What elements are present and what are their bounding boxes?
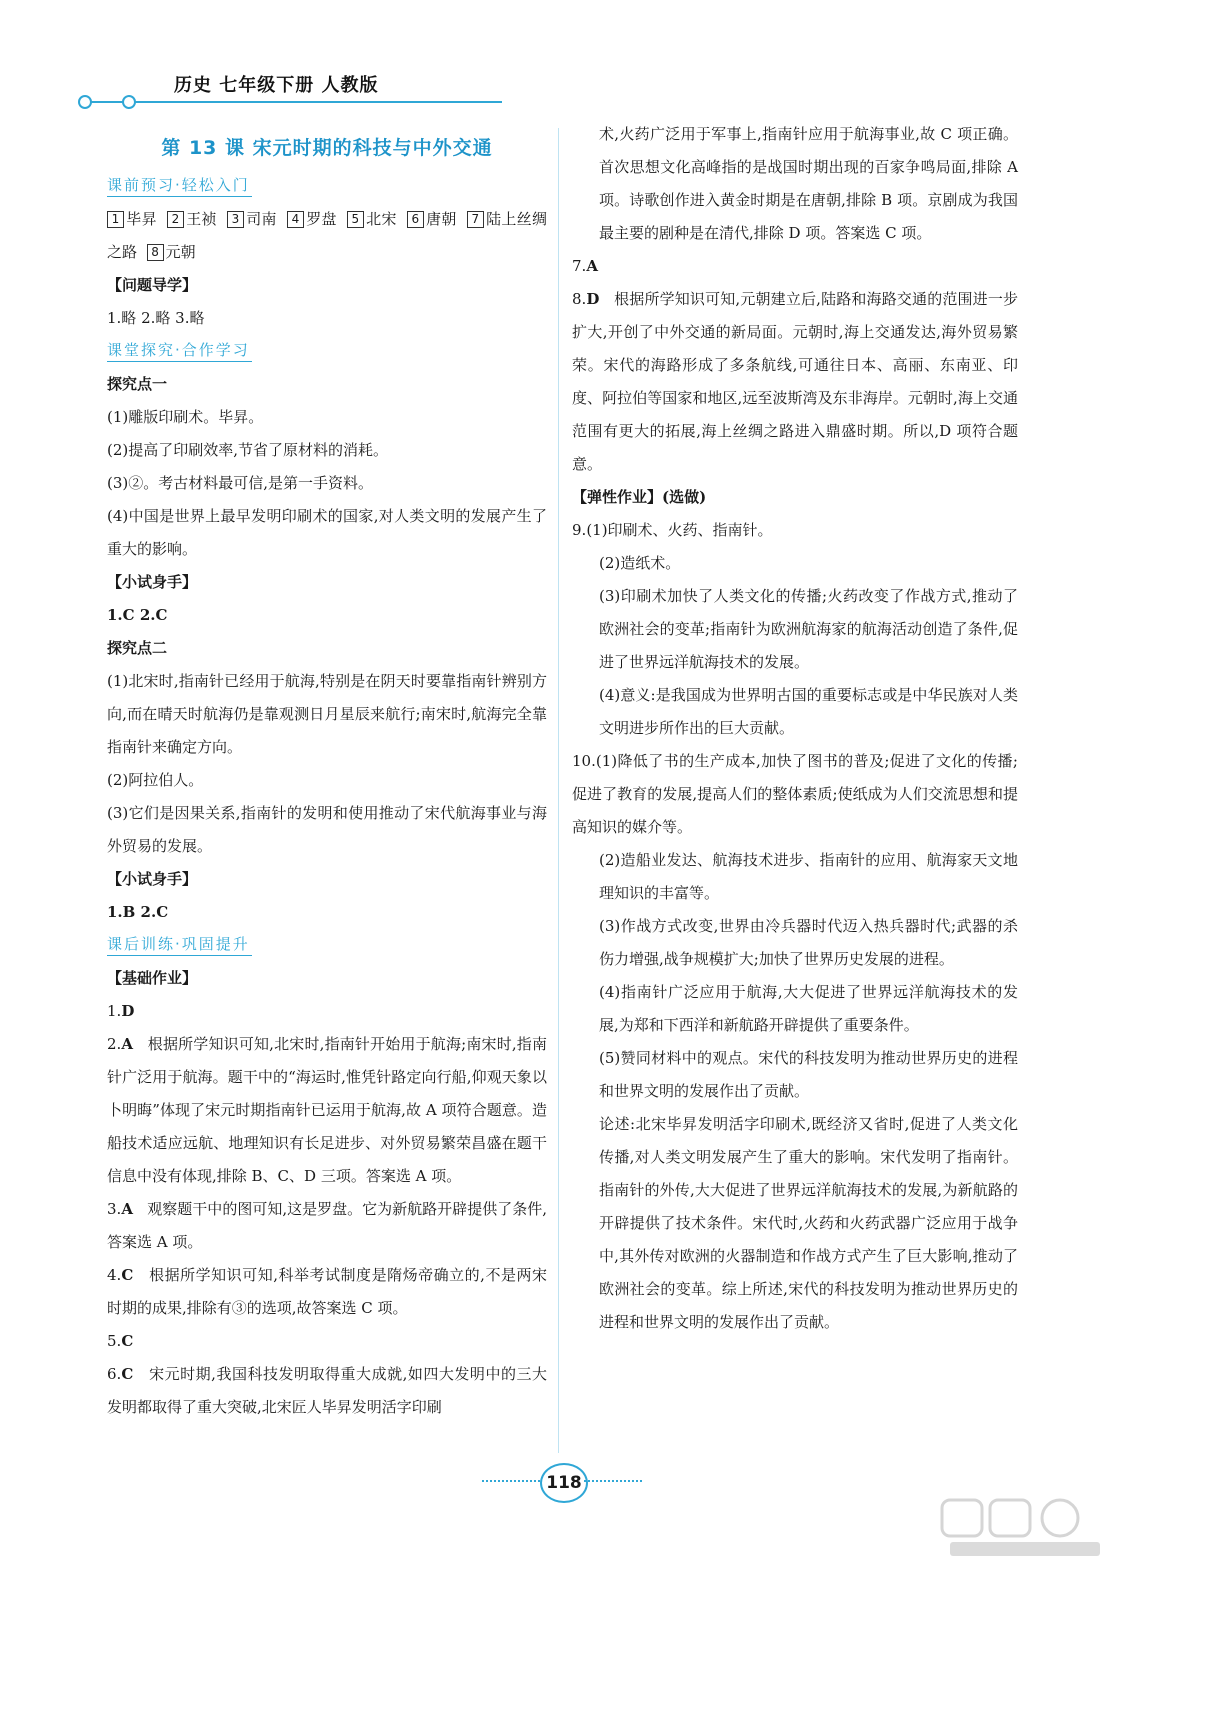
basic-answer-5: 5.C	[107, 1332, 134, 1350]
basic-answer-8: 8.D 根据所学知识可知,元朝建立后,陆路和海路交通的范围进一步扩大,开创了中外交通的新局面。元朝时,海上交通发达,海外贸易繁荣。宋代的海路形成了多条航线,可通往日本、高丽、东南亚、印度、阿拉伯等国家和地区,远至波斯湾及东非海岸。元朝时,海上交通范围有更大的拓展,海上丝绸之路进入鼎盛时期。所以,D 项符合题意。	[572, 290, 1018, 473]
try1-label: 【小试身手】	[107, 573, 198, 591]
q10-item: 10.(1)降低了书的生产成本,加快了图书的普及;促进了文化的传播;促进了教育的发展,提高人们的整体素质;使纸成为人们交流思想和提高知识的媒介等。	[572, 752, 1018, 836]
q10-item: (3)作战方式改变,世界由冷兵器时代迈入热兵器时代;武器的杀伤力增强,战争规模扩大;加快了世界历史发展的进程。	[599, 917, 1018, 968]
explore1-item: (3)②。考古材料最可信,是第一手资料。	[107, 474, 374, 492]
page-number: 118	[540, 1463, 588, 1503]
basic-answer-1: 1.D	[107, 1002, 135, 1020]
right-column	[572, 118, 1018, 1339]
q10-essay: 论述:北宋毕昇发明活字印刷术,既经济又省时,促进了人类文化传播,对人类文明发展产生了重大的影响。宋代发明了指南针。指南针的外传,大大促进了世界远洋航海技术的发展,为新航路的开辟提供了技术条件。宋代时,火药和火药武器广泛应用于战争中,其外传对欧洲的火器制造和作战方式产生了巨大影响,推动了欧洲社会的变革。综上所述,宋代的科技发明为推动世界历史的进程和世界文明的发展作出了贡献。	[599, 1115, 1018, 1331]
question-guide-label: 【问题导学】	[107, 276, 198, 294]
preview-item: 8 元朝	[147, 243, 196, 261]
book-title: 历史 七年级下册 人教版	[174, 75, 379, 96]
basic-answer-2: 2.A 根据所学知识可知,北宋时,指南针开始用于航海;南宋时,指南针广泛用于航海。题干中的“海运时,惟凭针路定向行船,仰观天象以卜明晦”体现了宋元时期指南针已运用于航海,故 A 项符合题意。造船技术适应远航、地理知识有长足进步、对外贸易繁荣昌盛在题干信息中没有体现,排除 B、C、D 三项。答案选 A 项。	[107, 1035, 547, 1185]
preview-item: 4 罗盘	[287, 210, 337, 228]
lesson-title: 第 13 课 宋元时期的科技与中外交通	[161, 137, 493, 159]
section-preview: 课前预习·轻松入门	[107, 174, 252, 197]
footer-dots-left	[482, 1480, 540, 1482]
header-circle-left	[78, 95, 92, 109]
question-guide-answers: 1.略 2.略 3.略	[107, 309, 205, 327]
preview-item: 3 司南	[227, 210, 277, 228]
q9-item: (3)印刷术加快了人类文化的传播;火药改变了作战方式,推动了欧洲社会的变革;指南针为欧洲航海家的航海活动创造了条件,促进了世界远洋航海技术的发展。	[599, 587, 1018, 671]
explore2-label: 探究点二	[107, 639, 168, 657]
q10-item: (4)指南针广泛应用于航海,大大促进了世界远洋航海技术的发展,为郑和下西洋和新航路开辟提供了重要条件。	[599, 983, 1018, 1034]
basic-answer-6-continued: 术,火药广泛用于军事上,指南针应用于航海事业,故 C 项正确。首次思想文化高峰指的是战国时期出现的百家争鸣局面,排除 A 项。诗歌创作进入黄金时期是在唐朝,排除 B 项。京剧成为我国最主要的剧种是在清代,排除 D 项。答案选 C 项。	[599, 125, 1018, 242]
try2-answers: 1.B 2.C	[107, 903, 169, 921]
preview-item: 1 毕昇	[107, 210, 157, 228]
preview-item: 5 北宋	[347, 210, 397, 228]
basic-answer-7: 7.A	[572, 257, 598, 275]
basic-label: 【基础作业】	[107, 969, 198, 987]
explore1-item: (4)中国是世界上最早发明印刷术的国家,对人类文明的发展产生了重大的影响。	[107, 507, 547, 558]
basic-answer-6: 6.C 宋元时期,我国科技发明取得重大成就,如四大发明中的三大发明都取得了重大突破,北宋匠人毕昇发明活字印刷	[107, 1365, 547, 1416]
q10-item: (2)造船业发达、航海技术进步、指南针的应用、航海家天文地理知识的丰富等。	[599, 851, 1018, 902]
q9-item: 9.(1)印刷术、火药、指南针。	[572, 521, 773, 539]
preview-item: 2 王祯	[167, 210, 217, 228]
footer-dots-right	[584, 1480, 642, 1482]
basic-answer-3: 3.A 观察题干中的图可知,这是罗盘。它为新航路开辟提供了条件,答案选 A 项。	[107, 1200, 547, 1251]
try1-answers: 1.C 2.C	[107, 606, 168, 624]
page-header	[0, 0, 1120, 120]
try2-label: 【小试身手】	[107, 870, 198, 888]
explore1-label: 探究点一	[107, 375, 168, 393]
watermark-logo	[940, 1496, 1110, 1562]
explore2-item: (3)它们是因果关系,指南针的发明和使用推动了宋代航海事业与海外贸易的发展。	[107, 804, 547, 855]
header-circle-right	[122, 95, 136, 109]
page-footer	[482, 1461, 642, 1501]
q9-item: (4)意义:是我国成为世界明古国的重要标志或是中华民族对人类文明进步所作出的巨大贡献。	[599, 686, 1018, 737]
q10-item: (5)赞同材料中的观点。宋代的科技发明为推动世界历史的进程和世界文明的发展作出了贡献。	[599, 1049, 1018, 1100]
section-after: 课后训练·巩固提升	[107, 933, 252, 956]
column-divider	[558, 128, 559, 1453]
explore1-item: (1)雕版印刷术。毕昇。	[107, 408, 264, 426]
left-column	[107, 133, 547, 1424]
explore2-item: (1)北宋时,指南针已经用于航海,特别是在阴天时要靠指南针辨别方向,而在晴天时航海仍是靠观测日月星辰来航行;南宋时,航海完全靠指南针来确定方向。	[107, 672, 547, 756]
elastic-label: 【弹性作业】(选做)	[572, 488, 707, 506]
explore1-item: (2)提高了印刷效率,节省了原材料的消耗。	[107, 441, 389, 459]
explore2-item: (2)阿拉伯人。	[107, 771, 204, 789]
section-explore: 课堂探究·合作学习	[107, 339, 252, 362]
preview-item: 7 陆上丝绸之路	[107, 210, 547, 261]
preview-item: 6 唐朝	[407, 210, 457, 228]
basic-answer-4: 4.C 根据所学知识可知,科举考试制度是隋炀帝确立的,不是两宋时期的成果,排除有③的选项,故答案选 C 项。	[107, 1266, 547, 1317]
q9-item: (2)造纸术。	[599, 554, 681, 572]
preview-answers	[107, 203, 547, 269]
header-rule	[82, 101, 502, 103]
